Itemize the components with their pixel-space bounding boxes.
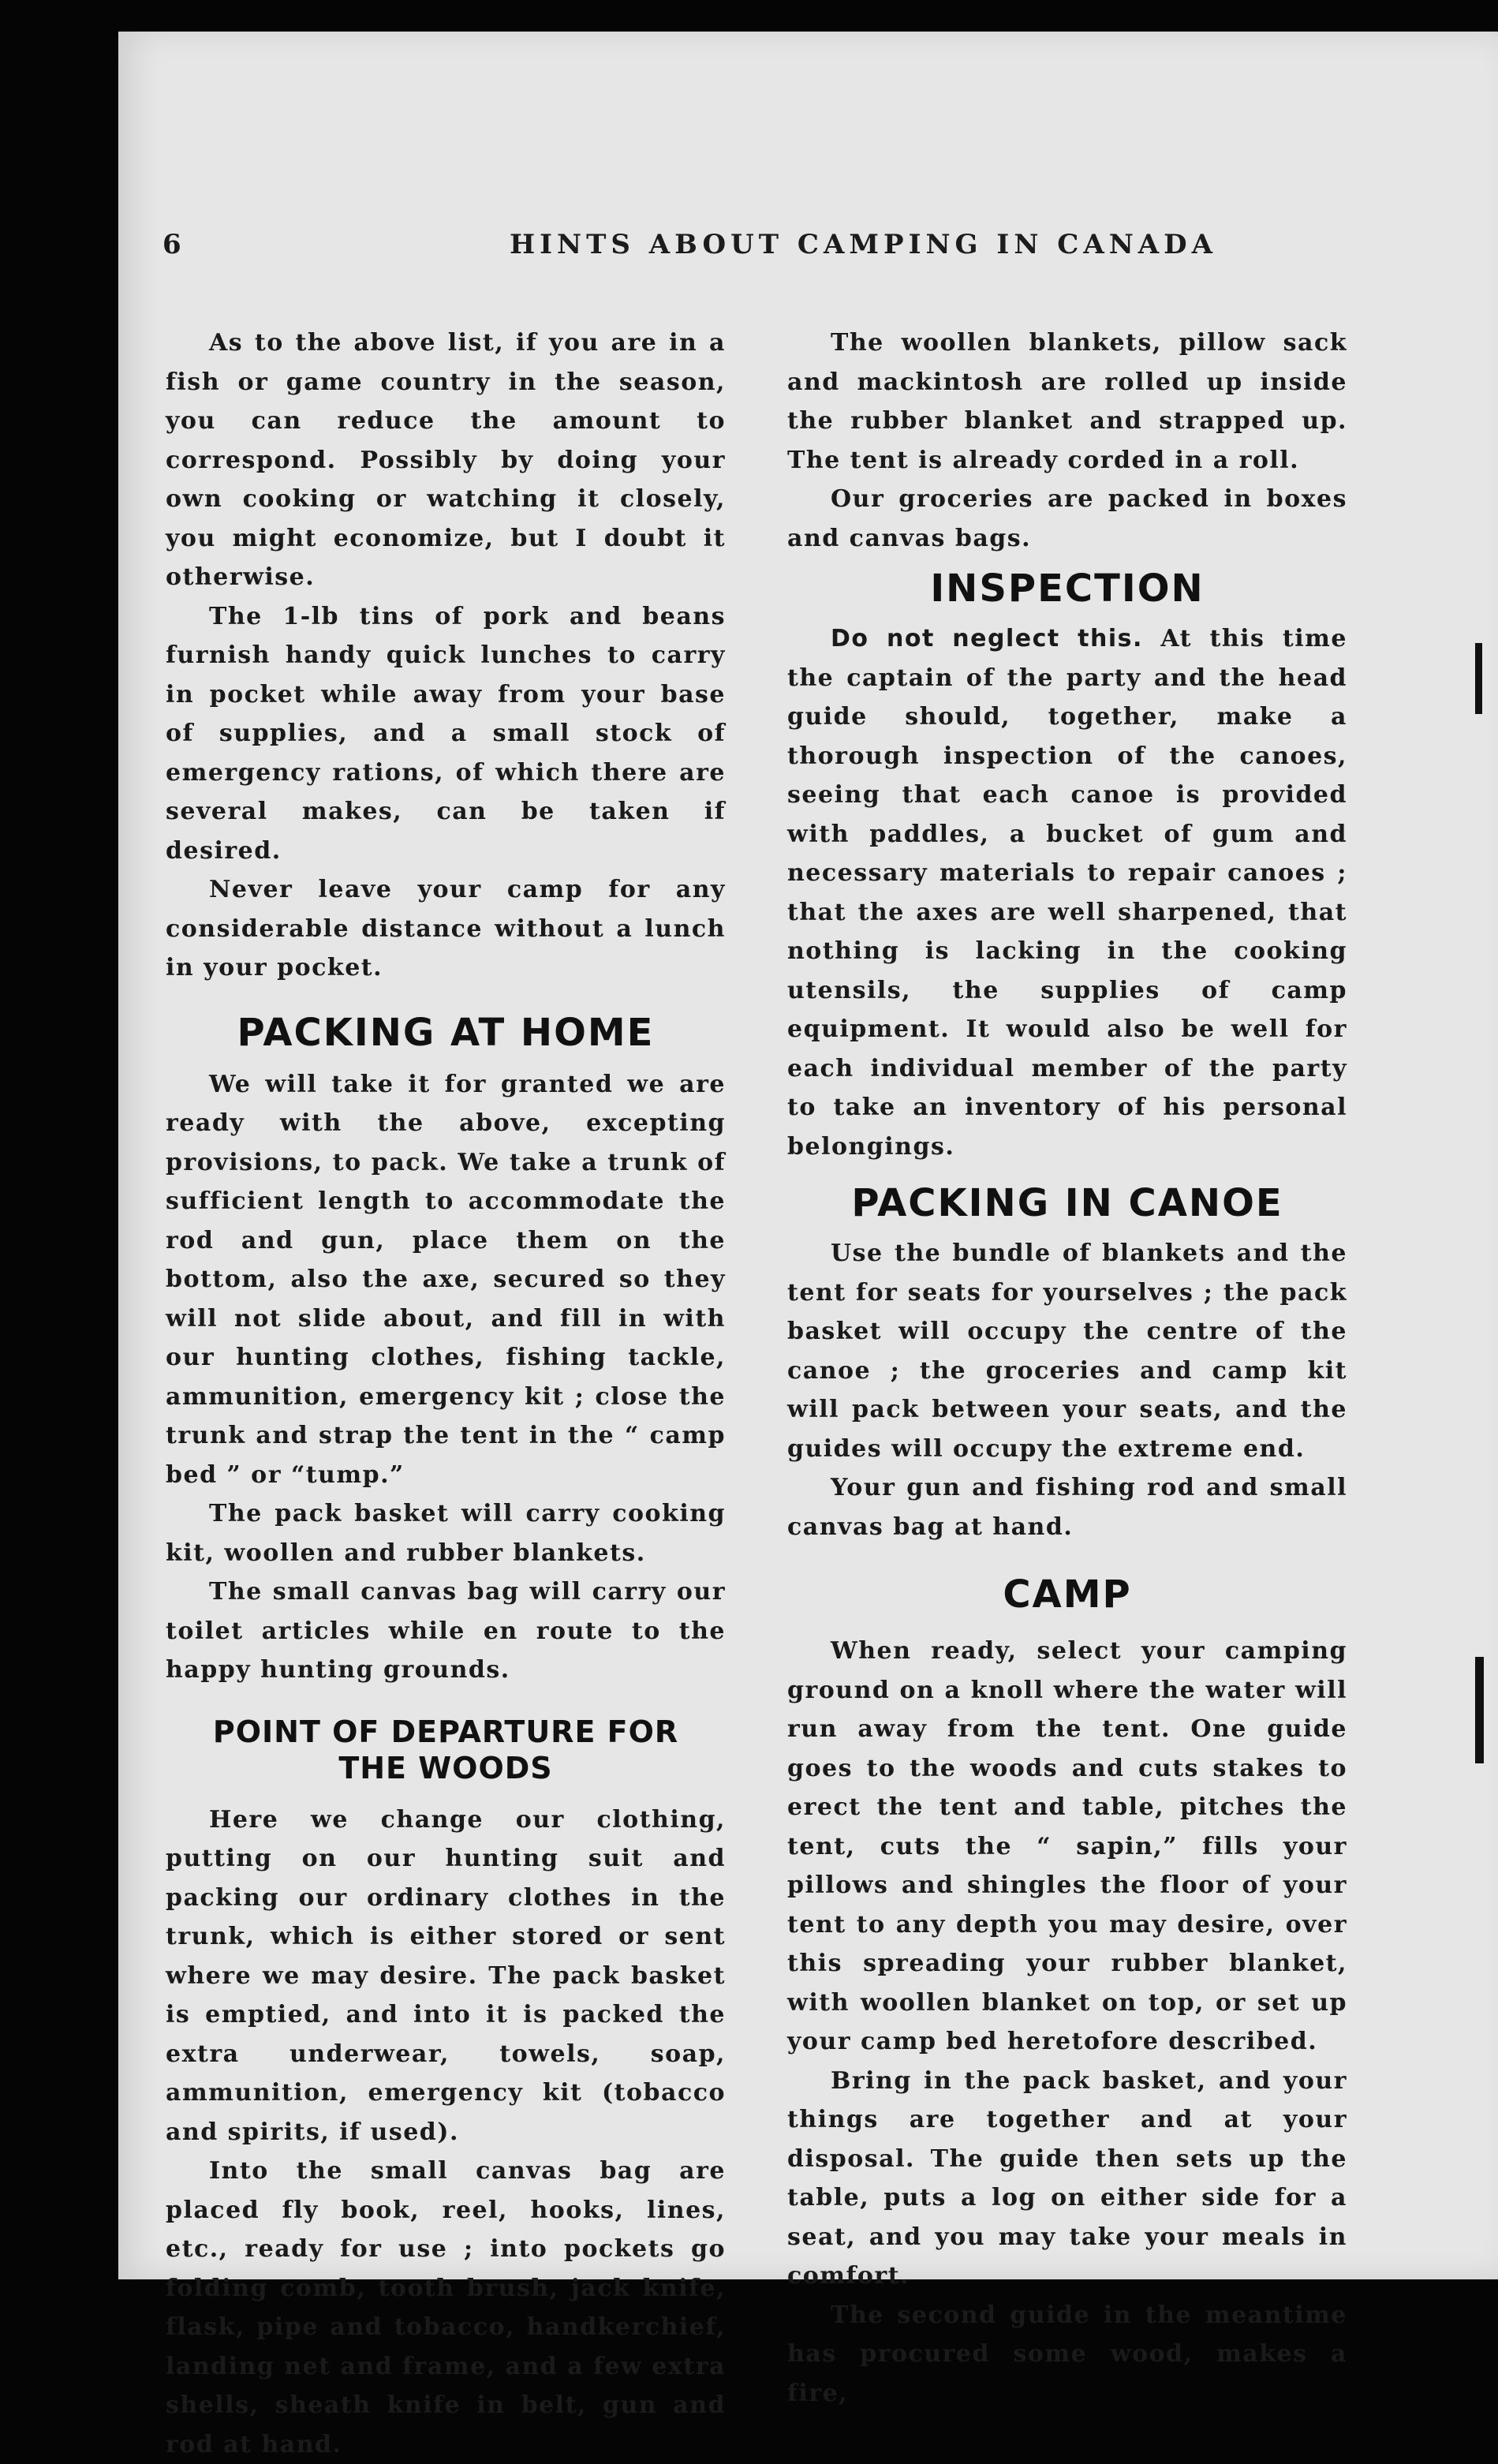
- left-paragraph-5: The pack basket will carry cooking kit, woollen and rubber blankets.: [166, 1500, 726, 1567]
- left-paragraph-6: The small canvas bag will carry our toilet articles while en route to the happy hunting grounds.: [166, 1578, 726, 1684]
- right-paragraph-2: Our groceries are packed in boxes and canvas bags.: [787, 485, 1347, 552]
- left-column: [166, 323, 726, 2464]
- inspection-body: At this time the captain of the party and the head guide should, together, make a thorough inspection of the canoes, seeing that each canoe is provided with paddles, a bucket of gum and necessary materials to repair canoes ; that the axes are well sharpened, that nothing is lacking in the cooking utensils, the supplies of camp equipment. It would also be well for each individual member of the party to take an inventory of his personal belongings.: [787, 625, 1347, 1161]
- heading-inspection: INSPECTION: [930, 566, 1205, 611]
- heading-camp: CAMP: [1003, 1572, 1132, 1617]
- margin-scan-mark-1: [1475, 643, 1482, 714]
- right-paragraph-7: Bring in the pack basket, and your things are together and at your disposal. The guide then sets up the table, puts a log on either side for a seat, and you may take your meals in comfort.: [787, 2066, 1347, 2290]
- book-page: [118, 32, 1498, 2458]
- left-paragraph-8: Into the small canvas bag are placed fly book, reel, hooks, lines, etc., ready for use ; into pockets go folding comb, tooth brush, jack knife, flask, pipe and tobacco, handkerchief, landing net and frame, and a few extra shells, sheath knife in belt, gun and rod at hand.: [166, 2157, 726, 2458]
- running-head: HINTS ABOUT CAMPING IN CANADA: [509, 229, 1218, 260]
- heading-packing-in-canoe: PACKING IN CANOE: [851, 1181, 1283, 1225]
- right-paragraph-1: The woollen blankets, pillow sack and mackintosh are rolled up inside the rubber blanket and strapped up. The tent is already corded in a roll.: [787, 329, 1347, 474]
- inspection-lead: Do not neglect this.: [831, 625, 1143, 652]
- right-paragraph-4: Use the bundle of blankets and the tent for seats for yourselves ; the pack basket will occupy the centre of the canoe ; the groceries and camp kit will pack between your seats, and the guides will occupy the extreme end.: [787, 1239, 1347, 1463]
- left-paragraph-4: We will take it for granted we are ready with the above, excepting provisions, to pack. We take a trunk of sufficient length to accommodate the rod and gun, place them on the bottom, also the axe, secured so they will not slide about, and fill in with our hunting clothes, fishing tackle, ammunition, emergency kit ; close the trunk and strap the tent in the “ camp bed ” or “tump.”: [166, 1070, 726, 1489]
- right-paragraph-8: The second guide in the meantime has procured some wood, makes a fire,: [787, 2301, 1347, 2407]
- heading-packing-at-home: PACKING AT HOME: [237, 1010, 655, 1055]
- right-column: [787, 323, 1347, 2413]
- left-paragraph-3: Never leave your camp for any considerable distance without a lunch in your pocket.: [166, 876, 726, 981]
- left-paragraph-7: Here we change our clothing, putting on our hunting suit and packing our ordinary clothes in the trunk, which is either stored or sent where we may desire. The pack basket is emptied, and into it is packed the extra underwear, towels, soap, ammunition, emergency kit (tobacco and spirits, if used).: [166, 1805, 726, 2146]
- right-paragraph-3: [787, 619, 1347, 1166]
- left-paragraph-2: The 1-lb tins of pork and beans furnish handy quick lunches to carry in pocket while away from your base of supplies, and a small stock of emergency rations, of which there are several makes, can be taken if desired.: [166, 602, 726, 865]
- page-number: 6: [163, 229, 181, 260]
- heading-point-of-departure: POINT OF DEPARTURE FOR THE WOODS: [212, 1714, 679, 1785]
- right-paragraph-5: Your gun and fishing rod and small canvas bag at hand.: [787, 1474, 1347, 1541]
- right-paragraph-6: When ready, select your camping ground on a knoll where the water will run away from the tent. One guide goes to the woods and cuts stakes to erect the tent and table, pitches the tent, cuts the “ sapin,” fills your pillows and shingles the floor of your tent to any depth you may desire, over this spreading your rubber blanket, with woollen blanket on top, or set up your camp bed heretofore described.: [787, 1637, 1347, 2055]
- margin-scan-mark-2: [1475, 1657, 1484, 1763]
- left-paragraph-1: As to the above list, if you are in a fish or game country in the season, you can reduce the amount to correspond. Possibly by doing your own cooking or watching it closely, you might economize, but I doubt it otherwise.: [166, 329, 726, 591]
